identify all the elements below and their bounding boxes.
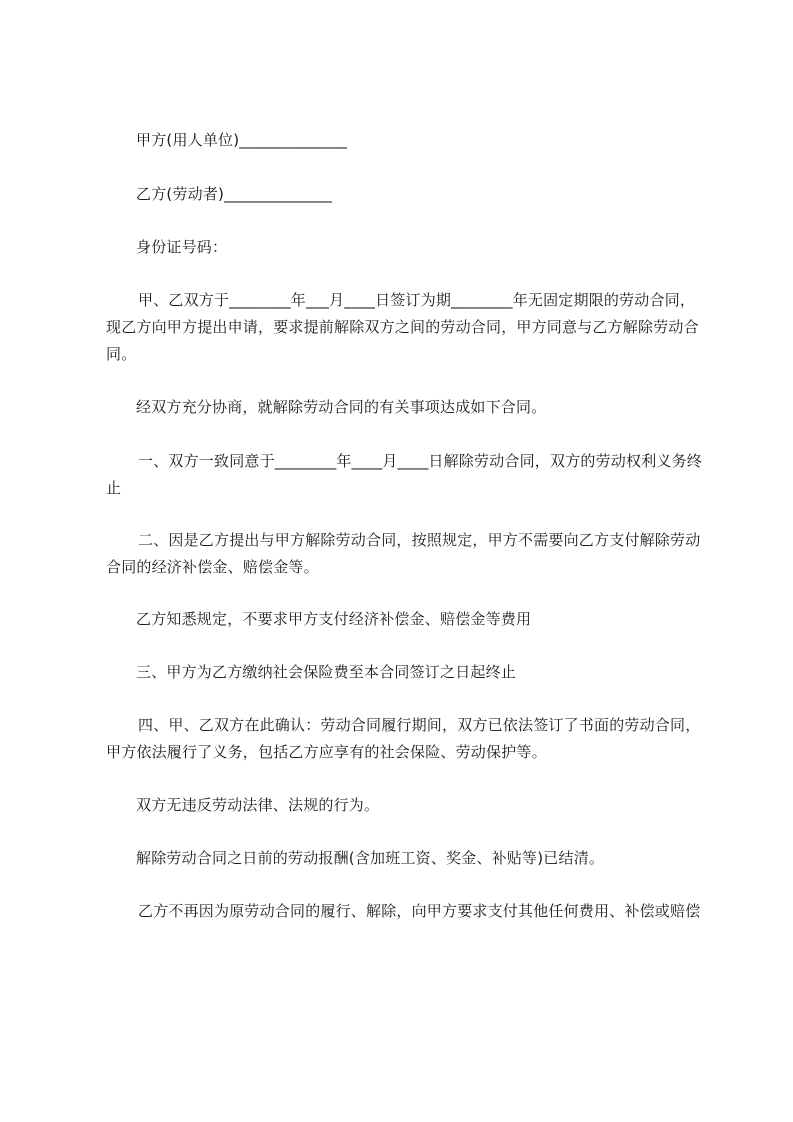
clause-3: 三、甲方为乙方缴纳社会保险费至本合同签订之日起终止 — [136, 663, 517, 681]
clause-4-note-1: 双方无违反劳动法律、法规的行为。 — [136, 796, 380, 814]
clause-2-note: 乙方知悉规定，不要求甲方支付经济补偿金、赔偿金等费用 — [136, 610, 532, 628]
clause-1: 一、双方一致同意于________年____月____日解除劳动合同，双方的劳动权利义务终止 — [106, 452, 703, 497]
clause-4-note-2: 解除劳动合同之日前的劳动报酬(含加班工资、奖金、补贴等)已结清。 — [136, 849, 605, 867]
id-number-line: 身份证号码： — [136, 238, 228, 256]
clause-4-note-3: 乙方不再因为原劳动合同的履行、解除，向甲方要求支付其他任何费用、补偿或赔偿 — [138, 902, 701, 920]
clause-4: 四、甲、乙双方在此确认：劳动合同履行期间，双方已依法签订了书面的劳动合同，甲方依法履行了义务，包括乙方应享有的社会保险、劳动保护等。 — [106, 716, 701, 761]
party-a-line: 甲方(用人单位)______________ — [136, 131, 348, 149]
party-b-line: 乙方(劳动者)______________ — [136, 185, 332, 203]
negotiation-paragraph: 经双方充分协商，就解除劳动合同的有关事项达成如下合同。 — [136, 398, 547, 416]
intro-paragraph: 甲、乙双方于________年___月____日签订为期________年无固定期限的劳动合同，现乙方向甲方提出申请，要求提前解除双方之间的劳动合同，甲方同意与乙方解除劳动合同。 — [106, 291, 699, 363]
clause-2: 二、因是乙方提出与甲方解除劳动合同，按照规定，甲方不需要向乙方支付解除劳动合同的经济补偿金、赔偿金等。 — [106, 531, 701, 576]
